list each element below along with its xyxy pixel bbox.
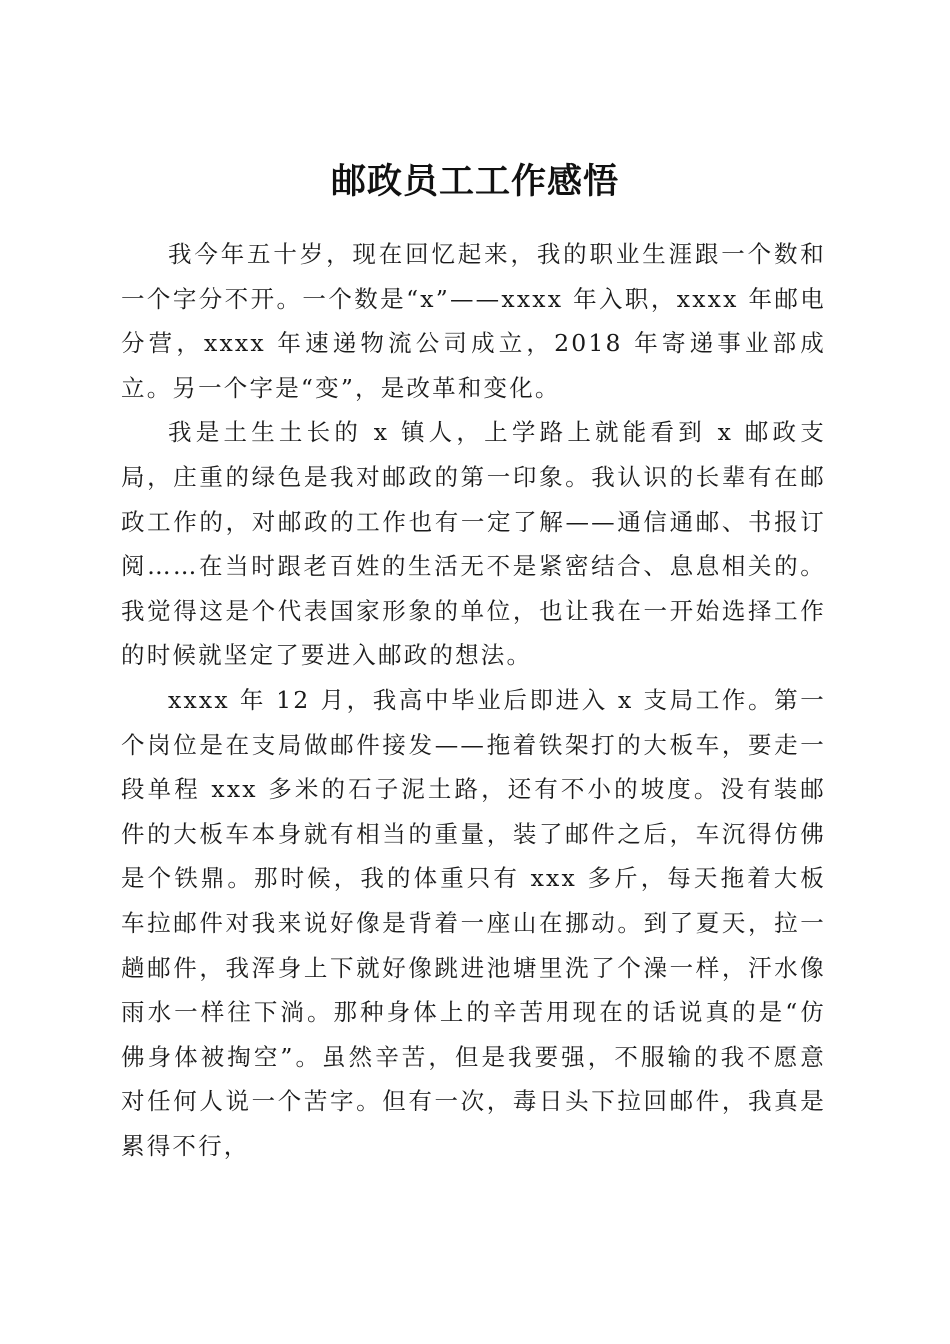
paragraph-3: xxxx 年 12 月，我高中毕业后即进入 x 支局工作。第一个岗位是在支局做邮件接发——拖着铁架打的大板车，要走一段单程 xxx 多米的石子泥土路，还有不小的坡度。没有装邮件的大板车本身就有相当的重量，装了邮件之后，车沉得仿佛是个铁鼎。那时候，我的体重只有 xxx 多斤，每天拖着大板车拉邮件对我来说好像是背着一座山在挪动。到了夏天，拉一趟邮件，我浑身上下就好像跳进池塘里洗了个澡一样，汗水像雨水一样往下淌。那种身体上的辛苦用现在的话说真的是“仿佛身体被掏空”。虽然辛苦，但是我要强，不服输的我不愿意对任何人说一个苦字。但有一次，毒日头下拉回邮件，我真是累得不行， bbox=[121, 685, 826, 1160]
document-title: 邮政员工工作感悟 bbox=[330, 161, 619, 203]
paragraph-1: 我今年五十岁，现在回忆起来，我的职业生涯跟一个数和一个字分不开。一个数是“x”——xxxx 年入职，xxxx 年邮电分营，xxxx 年速递物流公司成立，2018 年寄递事业部成立。另一个字是“变”，是改革和变化。 bbox=[121, 240, 826, 402]
document-body bbox=[121, 232, 826, 1168]
paragraph-2: 我是土生土长的 x 镇人，上学路上就能看到 x 邮政支局，庄重的绿色是我对邮政的第一印象。我认识的长辈有在邮政工作的，对邮政的工作也有一定了解——通信通邮、书报订阅……在当时跟老百姓的生活无不是紧密结合、息息相关的。我觉得这是个代表国家形象的单位，也让我在一开始选择工作的时候就坚定了要进入邮政的想法。 bbox=[121, 418, 826, 670]
